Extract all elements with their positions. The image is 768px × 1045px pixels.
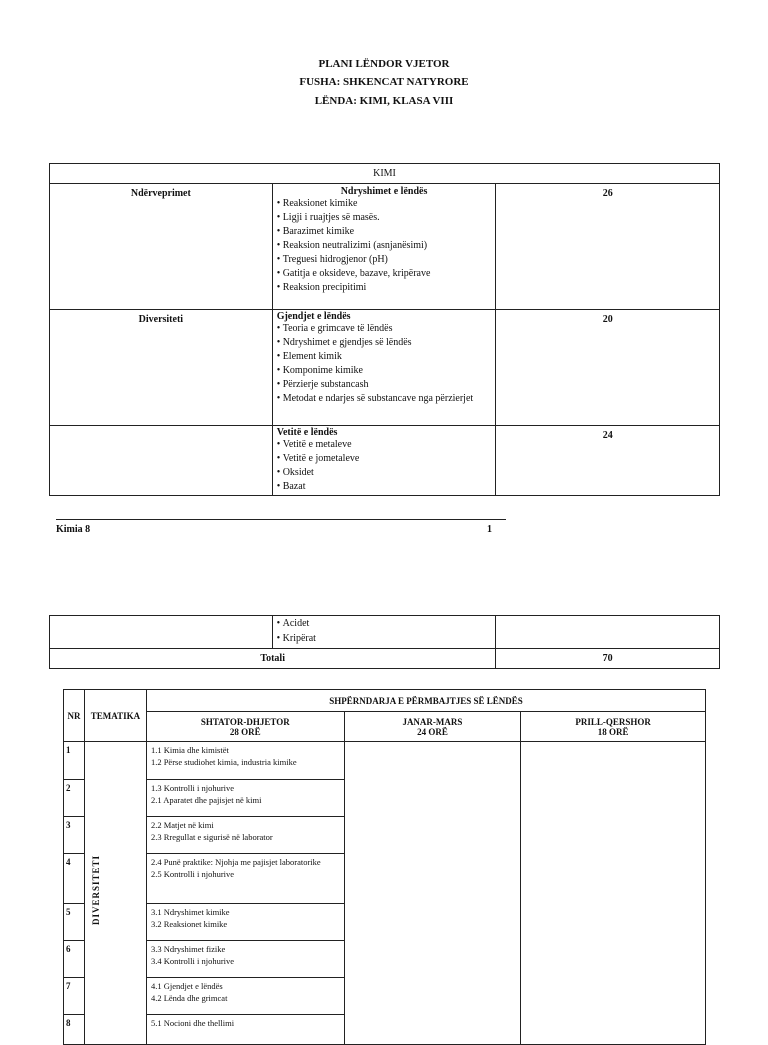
lesson-line: 3.3 Ndryshimet fizike	[150, 944, 226, 954]
topic-cell	[272, 184, 496, 310]
lesson-cell	[146, 742, 344, 780]
theme-cell	[84, 742, 146, 1045]
lesson-cell	[146, 817, 344, 854]
row-number: 3	[64, 817, 85, 854]
period-name: JANAR-MARS	[402, 716, 463, 727]
hours-column	[496, 310, 720, 496]
list-item: • Kripërat	[277, 631, 496, 646]
period-cell	[344, 742, 521, 1045]
topic-list	[273, 616, 496, 646]
lesson-line: 2.2 Matjet në kimi	[150, 820, 214, 830]
distribution-table	[63, 689, 706, 1045]
row-number: 7	[64, 978, 85, 1015]
hours-cell: 24	[602, 430, 613, 441]
footer-label: Kimia 8	[56, 524, 91, 535]
list-item: • Gatitja e oksideve, bazave, kripërave	[277, 267, 496, 281]
total-value: 70	[496, 649, 720, 669]
period-hours: 24 ORË	[417, 726, 448, 737]
row-number: 5	[64, 904, 85, 941]
competence-cell: Ndërveprimet	[50, 184, 273, 310]
list-item: • Acidet	[277, 616, 496, 631]
list-item: • Metodat e ndarjes së substancave nga përzierjet	[277, 392, 496, 406]
topic-cell	[272, 616, 496, 649]
list-item: • Ndryshimet e gjendjes së lëndës	[277, 336, 496, 350]
lesson-line: 3.1 Ndryshimet kimike	[150, 907, 230, 917]
page-number: 1	[487, 524, 492, 535]
lesson-cell	[146, 780, 344, 817]
lesson-line: 1.2 Përse studiohet kimia, industria kimike	[150, 757, 297, 767]
topic-cell	[272, 426, 496, 496]
topic-list	[273, 322, 496, 406]
competence-cell-empty	[50, 426, 273, 496]
lesson-cell	[146, 904, 344, 941]
footer-rule	[56, 519, 506, 520]
period-hours: 28 ORË	[229, 726, 261, 737]
list-item: • Teoria e grimcave të lëndës	[277, 322, 496, 336]
hours-cell: 26	[496, 184, 720, 310]
period-name: PRILL-QERSHOR	[575, 716, 651, 727]
topic-title: Vetitë e lëndës	[276, 427, 338, 438]
lesson-line: 5.1 Nocioni dhe thellimi	[150, 1018, 235, 1028]
empty-cell	[50, 616, 273, 649]
lesson-line: 1.1 Kimia dhe kimistët	[150, 745, 229, 755]
total-label: Totali	[50, 649, 496, 669]
list-item: • Bazat	[277, 480, 496, 494]
column-header-tematika: TEMATIKA	[84, 690, 146, 742]
lesson-line: 2.4 Punë praktike: Njohja me pajisjet laboratorike	[150, 857, 321, 867]
list-item: • Reaksion precipitimi	[277, 281, 496, 295]
list-item: • Element kimik	[277, 350, 496, 364]
topic-list	[273, 197, 496, 295]
hours-cell: 20	[496, 310, 719, 426]
list-item: • Reaksion neutralizimi (asnjanësimi)	[277, 239, 496, 253]
row-number: 1	[64, 742, 85, 780]
period-name: SHTATOR-DHJETOR	[200, 716, 290, 727]
period-header	[521, 712, 706, 742]
topic-list	[273, 438, 496, 494]
topic-cell	[272, 310, 496, 426]
competence-cell: Diversiteti	[50, 310, 273, 426]
topic-title: Ndryshimet e lëndës	[340, 186, 428, 197]
list-item: • Vetitë e metaleve	[277, 438, 496, 452]
lesson-line: 4.1 Gjendjet e lëndës	[150, 981, 223, 991]
column-header-distribution: SHPËRNDARJA E PËRMBAJTJES SË LËNDËS	[146, 690, 705, 712]
table-row	[64, 742, 706, 780]
period-hours: 18 ORË	[597, 726, 629, 737]
period-cell	[521, 742, 706, 1045]
list-item: • Komponime kimike	[277, 364, 496, 378]
table-title: KIMI	[50, 164, 720, 184]
doc-title: PLANI LËNDOR VJETOR	[318, 58, 450, 70]
list-item: • Oksidet	[277, 466, 496, 480]
list-item: • Ligji i ruajtjes së masës.	[277, 211, 496, 225]
lesson-line: 2.1 Aparatet dhe pajisjet në kimi	[150, 795, 262, 805]
list-item: • Përzierje substancash	[277, 378, 496, 392]
list-item: • Barazimet kimike	[277, 225, 496, 239]
empty-cell	[496, 616, 720, 649]
row-number: 8	[64, 1015, 85, 1045]
lesson-line: 3.4 Kontrolli i njohurive	[150, 956, 235, 966]
lesson-line: 4.2 Lënda dhe grimcat	[150, 993, 228, 1003]
list-item: • Vetitë e jometaleve	[277, 452, 496, 466]
lesson-cell	[146, 978, 344, 1015]
lesson-cell	[146, 1015, 344, 1045]
theme-label: DIVERSITETI	[90, 855, 101, 926]
lesson-cell	[146, 854, 344, 904]
doc-subject: LËNDA: KIMI, KLASA VIII	[314, 95, 454, 107]
topic-title: Gjendjet e lëndës	[276, 311, 351, 322]
lesson-cell	[146, 941, 344, 978]
row-number: 4	[64, 854, 85, 904]
list-item: • Reaksionet kimike	[277, 197, 496, 211]
subject-table-continued	[49, 615, 720, 669]
column-header-nr: NR	[64, 690, 85, 742]
subject-table	[49, 163, 720, 496]
doc-field: FUSHA: SHKENCAT NATYRORE	[299, 76, 469, 88]
lesson-line: 2.3 Rregullat e sigurisë në laborator	[150, 832, 273, 842]
list-item: • Treguesi hidrogjenor (pH)	[277, 253, 496, 267]
row-number: 2	[64, 780, 85, 817]
row-number: 6	[64, 941, 85, 978]
lesson-line: 3.2 Reaksionet kimike	[150, 919, 228, 929]
lesson-line: 2.5 Kontrolli i njohurive	[150, 869, 235, 879]
period-header	[344, 712, 521, 742]
period-header	[146, 712, 344, 742]
lesson-line: 1.3 Kontrolli i njohurive	[150, 783, 235, 793]
